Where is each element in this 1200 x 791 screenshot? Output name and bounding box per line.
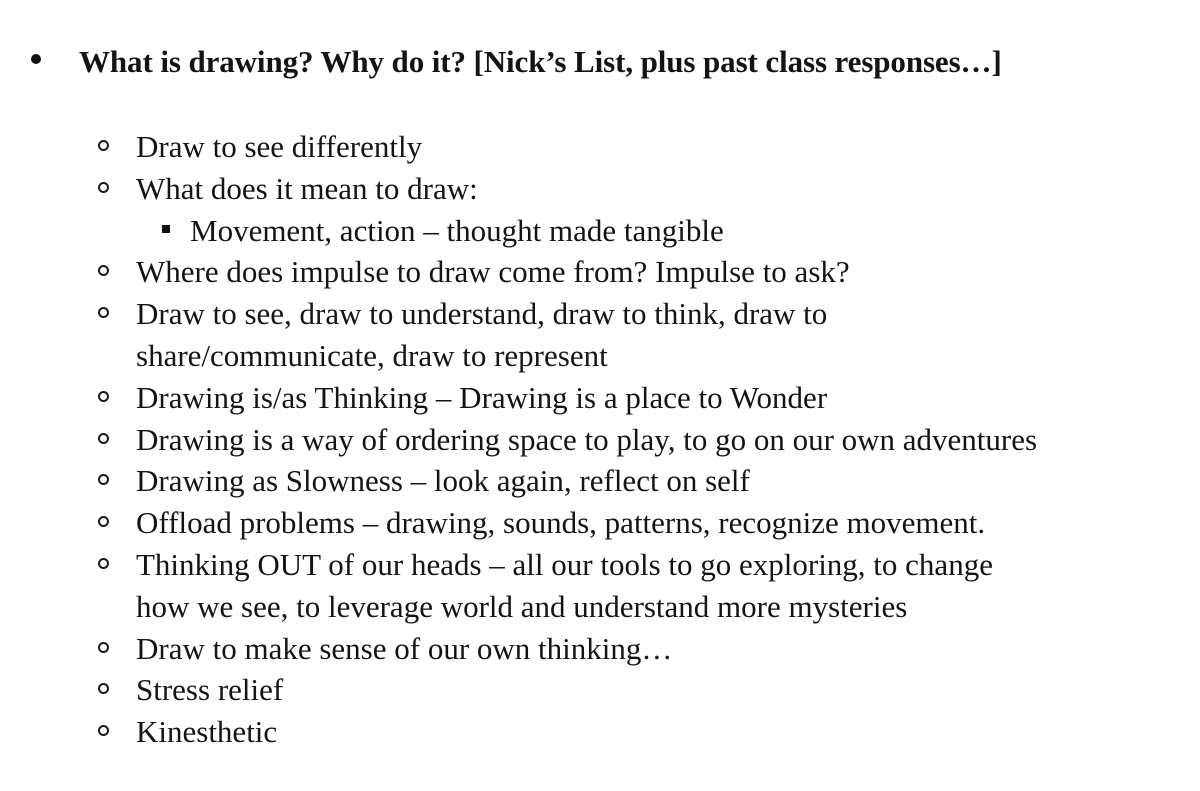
list-item-text: Where does impulse to draw come from? Impulse to ask?: [136, 254, 850, 290]
hollow-circle-bullet-icon: [98, 307, 109, 318]
list-item-text: Drawing as Slowness – look again, reflect on self: [136, 463, 750, 499]
list-item-text: Draw to see differently: [136, 129, 423, 164]
list-item: [96, 502, 1200, 544]
disc-bullet-icon: [31, 54, 41, 64]
list-item: [96, 711, 1200, 753]
hollow-circle-bullet-icon: [98, 474, 109, 485]
list-item-text: Drawing is/as Thinking – Drawing is a place to Wonder: [136, 379, 828, 415]
list-item-text: Thinking OUT of our heads – all our tools to go exploring, to change: [136, 546, 993, 582]
list-item-continuation: share/communicate, draw to represent: [136, 337, 608, 373]
hollow-circle-bullet-icon: [98, 391, 109, 402]
list-item: [96, 126, 1200, 168]
list-item: [96, 377, 1200, 419]
square-bullet-icon: [162, 225, 170, 233]
hollow-circle-bullet-icon: [98, 140, 109, 151]
list-item: [96, 669, 1200, 711]
list-item-text: Drawing is a way of ordering space to play, to go on our own adventures: [136, 421, 1038, 457]
hollow-circle-bullet-icon: [98, 683, 109, 694]
hollow-circle-bullet-icon: [98, 433, 109, 444]
sub-list-item: [96, 210, 1200, 252]
list-item: [96, 168, 1200, 210]
hollow-circle-bullet-icon: [98, 265, 109, 276]
list-item: [96, 628, 1200, 670]
list-item: [96, 419, 1200, 461]
list-item-text: Stress relief: [136, 672, 284, 708]
hollow-circle-bullet-icon: [98, 558, 109, 569]
list-item-text: Kinesthetic: [136, 714, 278, 750]
list-item-text: What does it mean to draw:: [136, 170, 478, 206]
hollow-circle-bullet-icon: [98, 725, 109, 736]
list-item-text: Draw to make sense of our own thinking…: [136, 630, 673, 666]
list-item-continuation: how we see, to leverage world and understand more mysteries: [136, 588, 908, 624]
response-list: [96, 126, 1200, 753]
list-item-text: Draw to see, draw to understand, draw to think, draw to: [136, 296, 828, 332]
hollow-circle-bullet-icon: [98, 182, 109, 193]
list-item: [96, 293, 1200, 377]
list-item: [96, 251, 1200, 293]
heading-text: What is drawing? Why do it? [Nick’s List, plus past class responses…]: [79, 44, 1002, 79]
list-item: [96, 460, 1200, 502]
list-item-text: Offload problems – drawing, sounds, patterns, recognize movement.: [136, 505, 986, 541]
list-item: [96, 544, 1200, 628]
hollow-circle-bullet-icon: [98, 642, 109, 653]
heading-bullet-row: [31, 44, 1002, 80]
hollow-circle-bullet-icon: [98, 516, 109, 527]
sub-list-item-text: Movement, action – thought made tangible: [190, 212, 724, 248]
